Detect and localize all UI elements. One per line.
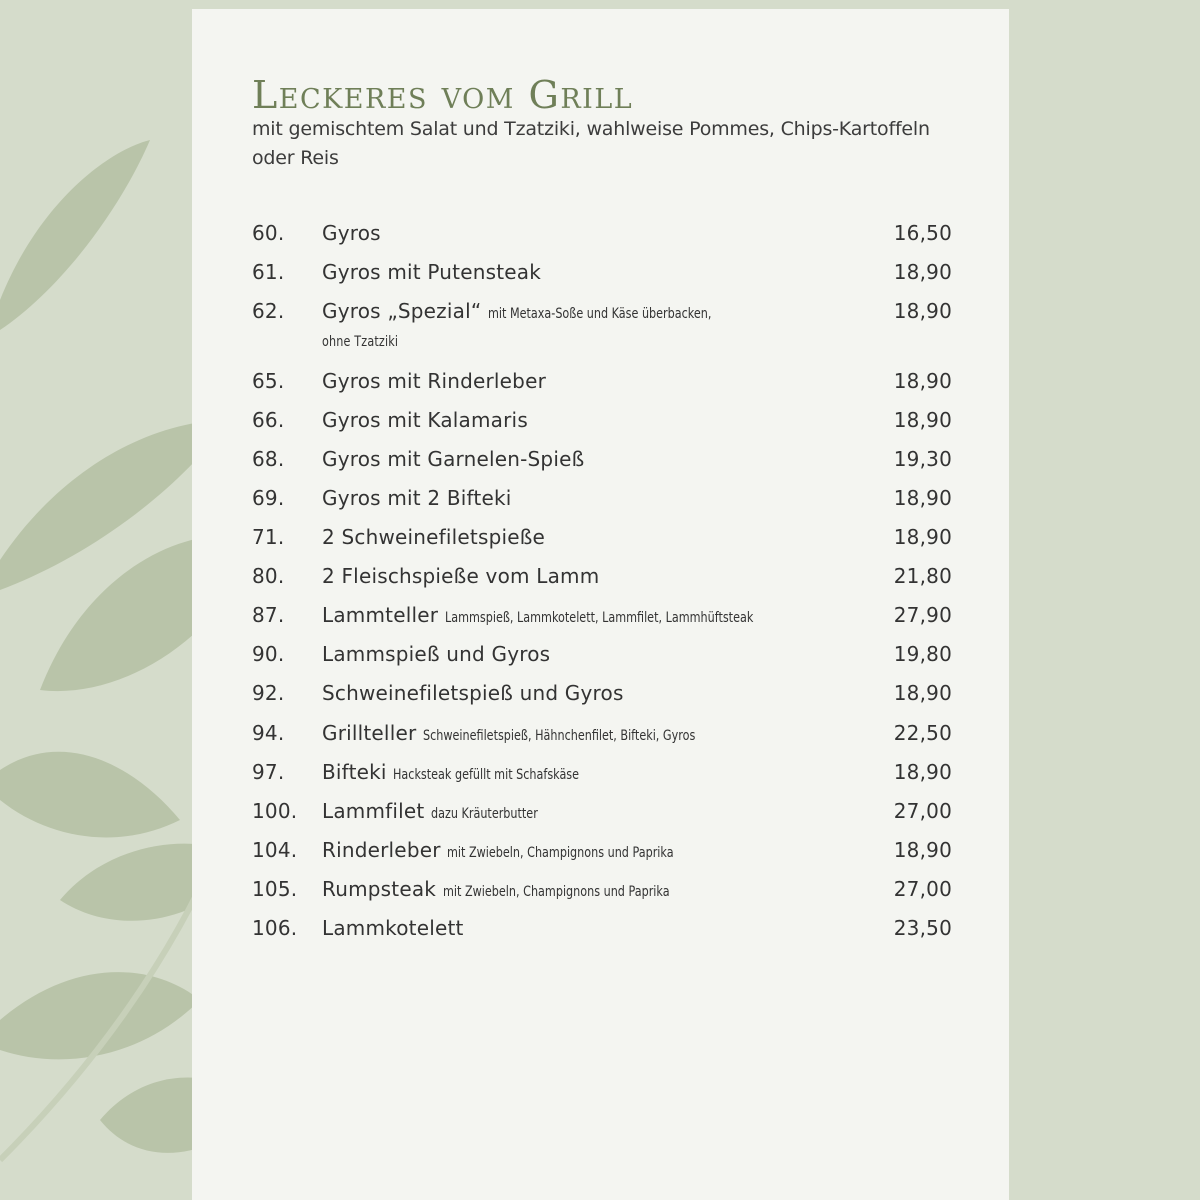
menu-item-name: Grillteller [322, 720, 417, 745]
menu-item-number: 87. [252, 603, 285, 628]
menu-item-price: 16,50 [893, 221, 952, 245]
menu-item [252, 479, 952, 518]
menu-item-dish [322, 602, 852, 631]
menu-item-name: Gyros mit 2 Bifteki [322, 485, 512, 510]
menu-item-dish [322, 298, 852, 357]
menu-item-dish [322, 524, 852, 550]
menu-item-note: mit Zwiebeln, Champignons und Paprika [442, 883, 670, 900]
menu-item-dish [322, 720, 852, 749]
section-subtitle: mit gemischtem Salat und Tzatziki, wahlweise Pommes, Chips-Kartoffeln oder Reis [252, 118, 930, 169]
menu-item-price: 22,50 [893, 720, 952, 745]
menu-item-number: 65. [252, 368, 285, 393]
menu-item-number: 100. [252, 798, 298, 823]
menu-item-number: 61. [252, 260, 285, 285]
menu-item-dish [322, 220, 852, 246]
menu-item-note-continued: ohne Tzatziki [322, 334, 399, 351]
menu-item-dish [322, 641, 852, 667]
menu-item-name: Gyros „Spezial“ [322, 299, 482, 324]
menu-item-name: 2 Fleischspieße vom Lamm [322, 564, 600, 589]
menu-item-dish [322, 259, 852, 285]
menu-item-dish [322, 563, 852, 589]
menu-item-number: 90. [252, 642, 285, 667]
menu-item-price: 18,90 [893, 681, 952, 706]
menu-item [252, 253, 952, 292]
menu-item-price: 18,90 [893, 260, 952, 285]
menu-item-number: 94. [252, 720, 285, 745]
menu-item-name: 2 Schweinefiletspieße [322, 525, 546, 550]
menu-item-note: mit Metaxa-Soße und Käse überbacken, [487, 306, 712, 323]
menu-item-note: mit Zwiebeln, Champignons und Paprika [447, 844, 674, 861]
menu-item-name: Gyros [322, 221, 381, 245]
menu-item-dish [322, 876, 852, 905]
menu-item-price: 18,90 [893, 368, 952, 393]
menu-item-price: 21,80 [893, 564, 952, 589]
menu-item-price: 27,00 [893, 798, 952, 823]
menu-item-number: 68. [252, 446, 285, 471]
menu-item-dish [322, 759, 852, 788]
menu-item-number: 106. [252, 916, 298, 940]
menu-item-number: 71. [252, 525, 285, 550]
menu-item-name: Gyros mit Kalamaris [322, 407, 528, 432]
menu-item-note: dazu Kräuterbutter [431, 805, 538, 822]
menu-item [252, 870, 952, 909]
menu-item-price: 18,90 [893, 407, 952, 432]
menu-item-price: 18,90 [893, 299, 952, 324]
menu-item-price: 27,00 [893, 876, 952, 901]
menu-item [252, 596, 952, 635]
menu-item [252, 214, 952, 253]
menu-item-price: 19,80 [893, 642, 952, 667]
menu-item-name: Lammspieß und Gyros [322, 642, 551, 667]
menu-item-number: 104. [252, 837, 298, 862]
menu-item-name: Gyros mit Rinderleber [322, 368, 547, 393]
menu-item-dish [322, 680, 852, 706]
menu-item-note: Schweinefiletspieß, Hähnchenfilet, Bifteki, Gyros [422, 727, 696, 744]
menu-item [252, 557, 952, 596]
menu-item [252, 714, 952, 753]
menu-item-price: 18,90 [893, 837, 952, 862]
menu-item-name: Rinderleber [322, 837, 441, 862]
menu-item-note: Lammspieß, Lammkotelett, Lammfilet, Lammhüftsteak [444, 610, 754, 627]
menu-item [252, 362, 952, 401]
menu-item [252, 753, 952, 792]
menu-item [252, 518, 952, 557]
menu-item-number: 80. [252, 564, 285, 589]
menu-item-number: 66. [252, 407, 285, 432]
menu-item-note: Hacksteak gefüllt mit Schafskäse [393, 766, 580, 783]
menu-item [252, 440, 952, 479]
menu-list [252, 214, 952, 948]
menu-item-number: 97. [252, 759, 285, 784]
menu-item-name: Gyros mit Putensteak [322, 260, 541, 285]
menu-item-price: 27,90 [893, 603, 952, 628]
menu-item-name: Rumpsteak [322, 876, 437, 901]
menu-item-name: Gyros mit Garnelen-Spieß [322, 446, 585, 471]
menu-item-name: Lammkotelett [322, 916, 464, 940]
menu-item-dish [322, 485, 852, 511]
menu-item [252, 674, 952, 713]
menu-page [192, 9, 1009, 1200]
menu-item-number: 62. [252, 299, 285, 324]
menu-item-dish [322, 915, 852, 941]
menu-item-price: 18,90 [893, 485, 952, 510]
menu-item-dish [322, 837, 852, 866]
menu-item-name: Bifteki [322, 759, 387, 784]
menu-item-price: 18,90 [893, 759, 952, 784]
menu-item [252, 635, 952, 674]
menu-item [252, 909, 952, 948]
menu-item [252, 792, 952, 831]
section-title: Leckeres vom Grill [252, 73, 634, 117]
menu-item-number: 92. [252, 681, 285, 706]
menu-item-price: 18,90 [893, 525, 952, 550]
menu-item-dish [322, 407, 852, 433]
menu-item-number: 60. [252, 221, 285, 245]
menu-item [252, 401, 952, 440]
menu-item-name: Schweinefiletspieß und Gyros [322, 681, 624, 706]
menu-item-dish [322, 446, 852, 472]
menu-item-number: 69. [252, 485, 285, 510]
menu-item-price: 23,50 [893, 916, 952, 940]
menu-item-dish [322, 368, 852, 394]
menu-item [252, 831, 952, 870]
menu-item-name: Lammfilet [322, 798, 425, 823]
menu-item-dish [322, 798, 852, 827]
menu-item-name: Lammteller [322, 603, 439, 628]
menu-item-price: 19,30 [893, 446, 952, 471]
menu-item-number: 105. [252, 876, 298, 901]
menu-item [252, 292, 952, 362]
